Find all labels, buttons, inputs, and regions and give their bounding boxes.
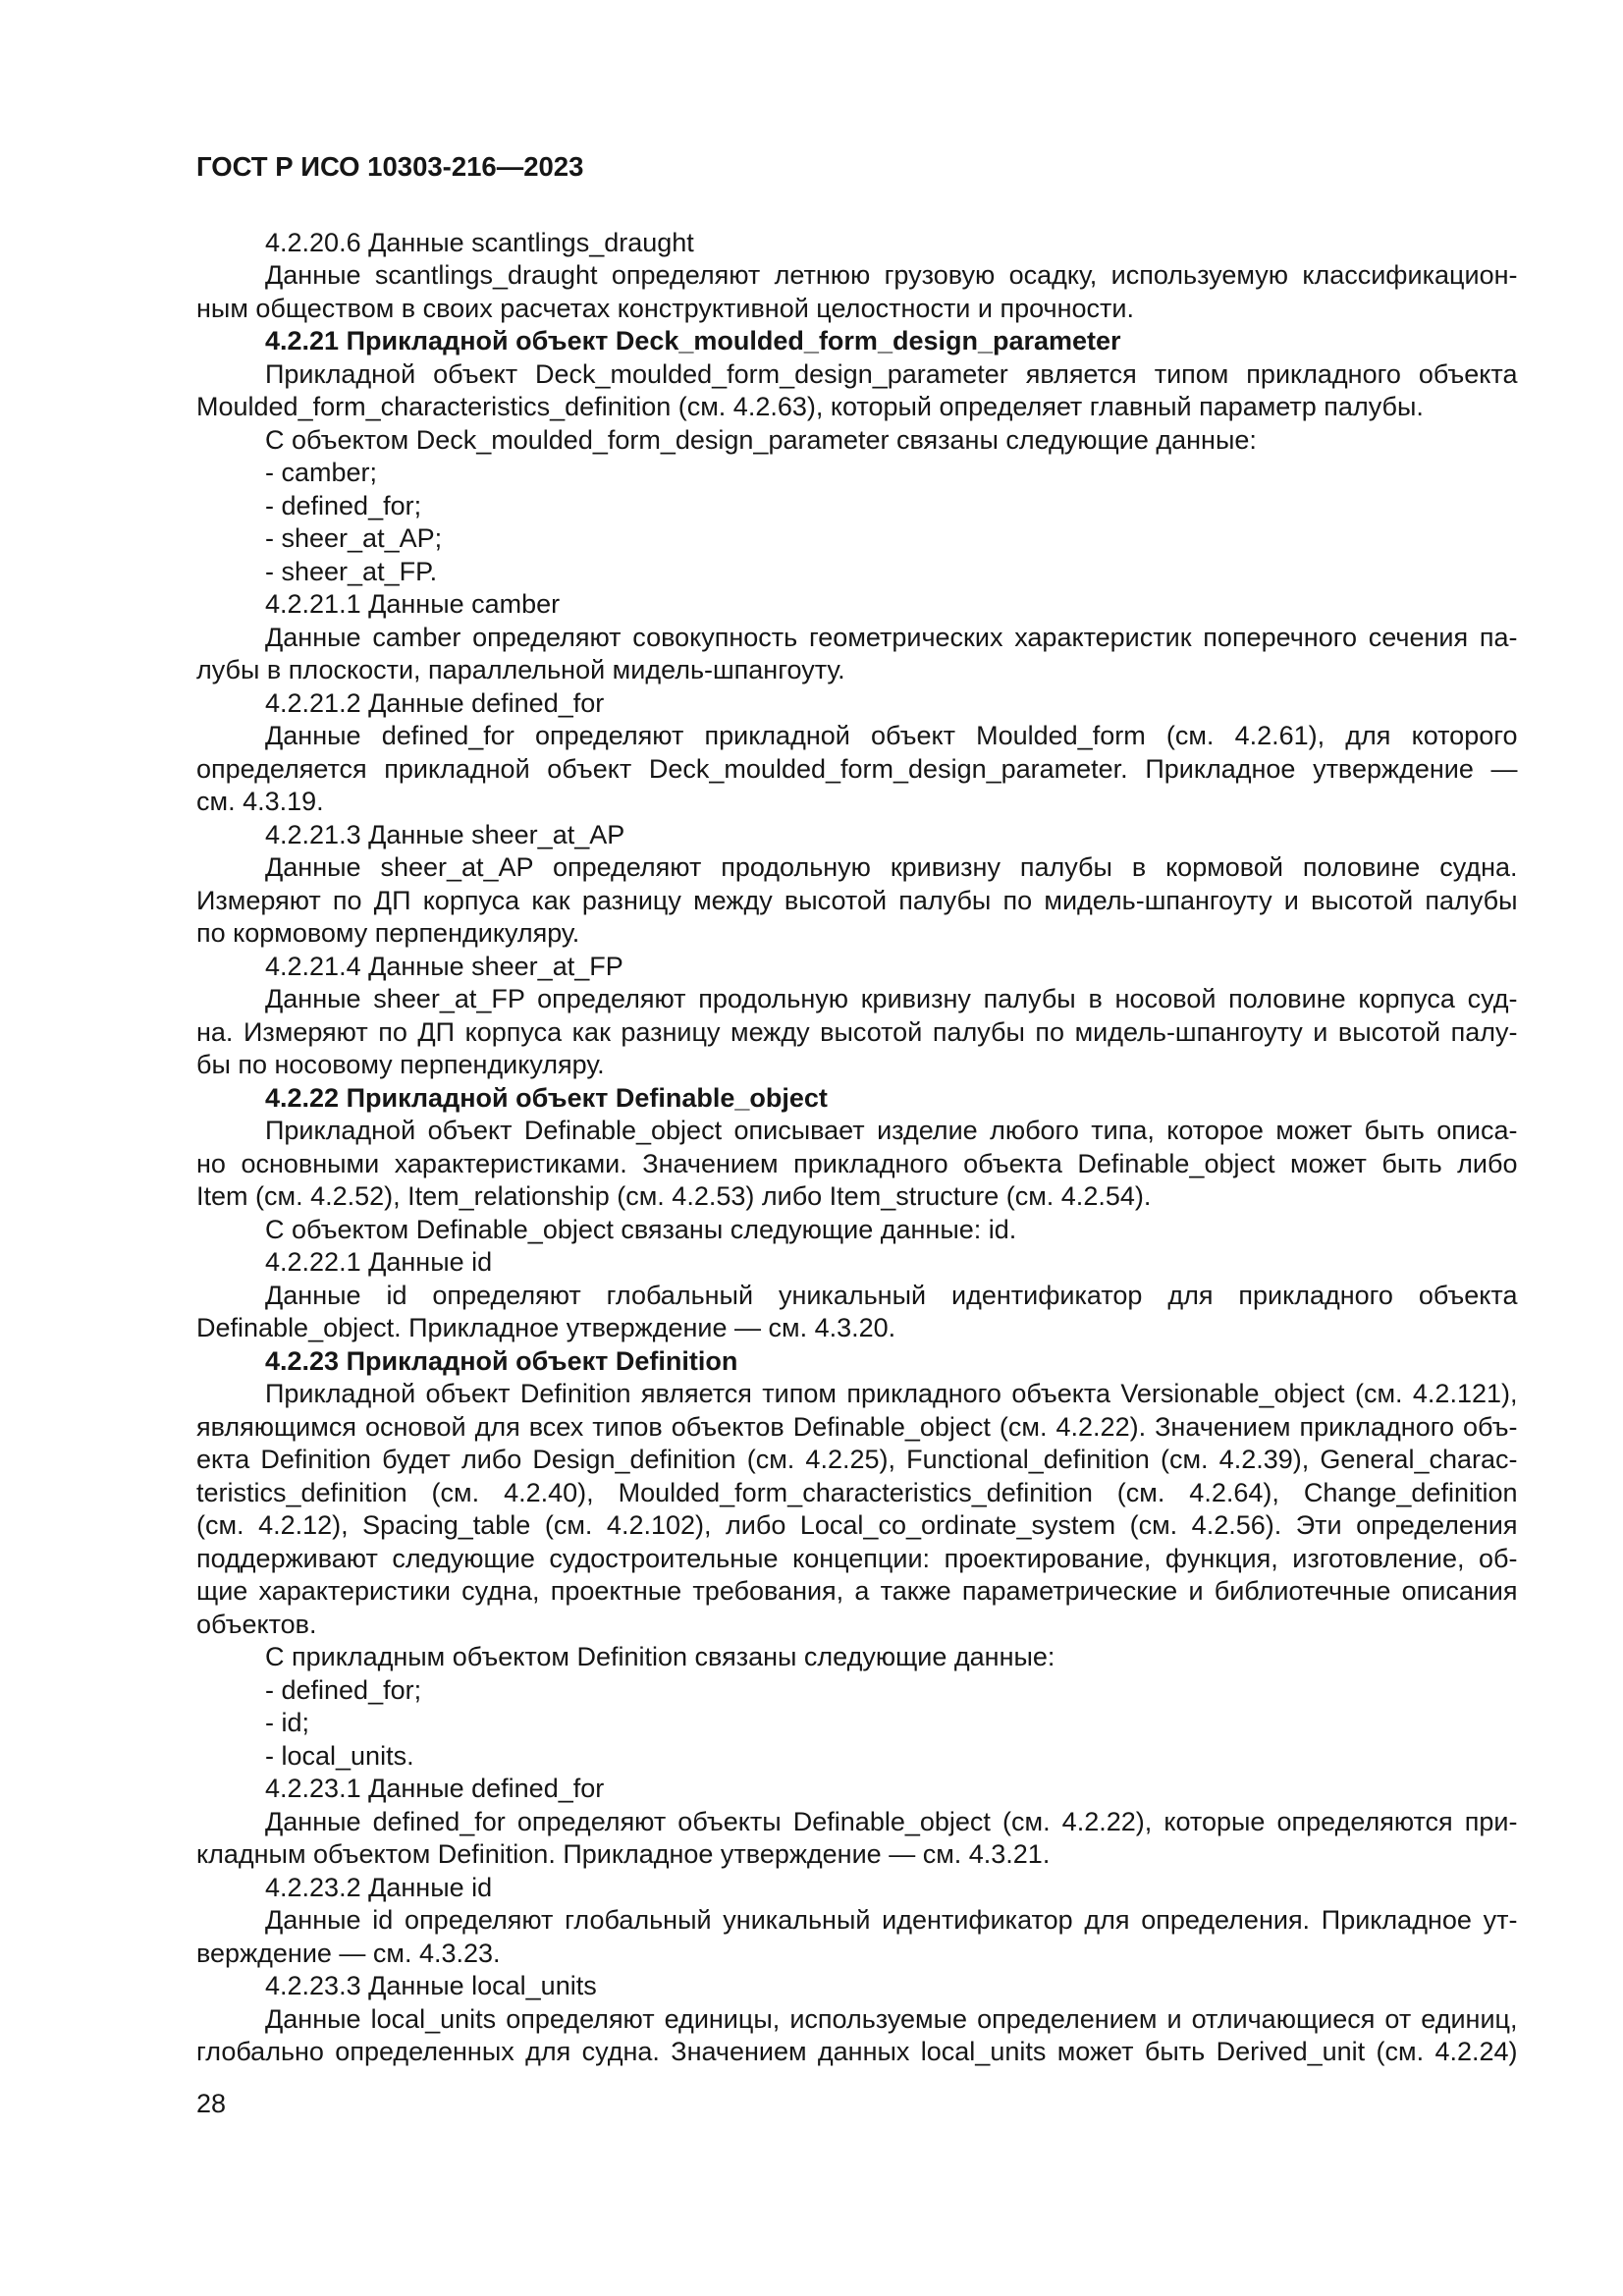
text-line [196, 1575, 1518, 1609]
text-line [265, 1378, 1518, 1411]
paragraph [196, 1773, 1518, 1806]
text-line [265, 259, 1518, 293]
text-line-content: 4.2.23 Прикладной объект Definition [265, 1345, 738, 1376]
text-line [265, 1740, 1518, 1774]
text-line [265, 588, 1518, 622]
text-line-content: Данные local_units определяют единицы, используемые определением и отличающиеся от единиц, [265, 2003, 1518, 2034]
text-line [196, 786, 1518, 819]
text-line [265, 1115, 1518, 1148]
text-line-content: Данные scantlings_draught определяют летнюю грузовую осадку, используемую классификацион- [265, 260, 1518, 291]
text-line-content: бы по носовому перпендикуляру. [196, 1050, 605, 1080]
paragraph [196, 1280, 1518, 1345]
text-line [196, 1509, 1518, 1543]
text-line [196, 1609, 1518, 1642]
paragraph [196, 951, 1518, 984]
text-line-content: - camber; [265, 458, 378, 488]
text-line-content: Item (см. 4.2.52), Item_relationship (см. 4.2.53) либо Item_structure (см. 4.2.54). [196, 1181, 1152, 1212]
text-line [265, 1674, 1518, 1708]
text-line-content: (см. 4.2.12), Spacing_table (см. 4.2.102), либо Local_co_ordinate_system (см. 4.2.56). Эти определения [196, 1510, 1518, 1541]
paragraph [196, 851, 1518, 951]
text-line-content: - local_units. [265, 1740, 414, 1771]
text-line [196, 1411, 1518, 1445]
text-line [196, 1180, 1518, 1214]
text-line [265, 556, 1518, 589]
text-line-content: определяется прикладной объект Deck_moulded_form_design_parameter. Прикладное утверждение — [196, 753, 1518, 784]
text-line [265, 424, 1518, 458]
text-line-content: 4.2.21 Прикладной объект Deck_moulded_form_design_parameter [265, 326, 1121, 356]
paragraph [196, 358, 1518, 424]
text-line-content: Definable_object. Прикладное утверждение — см. 4.3.20. [196, 1313, 896, 1343]
text-line [265, 2003, 1518, 2037]
text-line-content: 4.2.23.3 Данные local_units [265, 1971, 597, 2001]
paragraph [196, 1641, 1518, 1674]
text-line [196, 1938, 1518, 1971]
text-line-content: объектов. [196, 1609, 317, 1639]
text-line-content: по кормовому перпендикуляру. [196, 918, 580, 949]
text-line-content: teristics_definition (см. 4.2.40), Moulded_form_characteristics_definition (см. 4.2.64), Change_definition [196, 1477, 1518, 1507]
page-number: 28 [196, 2089, 227, 2118]
text-line [196, 2036, 1518, 2069]
text-line [265, 1707, 1518, 1740]
text-line [196, 391, 1518, 424]
text-line-content: Данные id определяют глобальный уникальный идентификатор для прикладного объекта [265, 1280, 1518, 1310]
paragraph [196, 1378, 1518, 1641]
paragraph [196, 522, 1518, 556]
text-line-content: на. Измеряют по ДП корпуса как разницу между высотой палубы по мидель-шпангоуту и высотой палу- [196, 1016, 1518, 1047]
paragraph [196, 720, 1518, 819]
paragraph [196, 490, 1518, 523]
paragraph [196, 457, 1518, 490]
text-line [265, 1214, 1518, 1247]
text-line [265, 951, 1518, 984]
text-line [265, 490, 1518, 523]
text-line [265, 1970, 1518, 2003]
text-line [265, 1641, 1518, 1674]
text-line [196, 885, 1518, 918]
paragraph [196, 227, 1518, 260]
text-line [265, 457, 1518, 490]
text-line-content: 4.2.21.4 Данные sheer_at_FP [265, 951, 623, 981]
paragraph [196, 622, 1518, 687]
paragraph [196, 1246, 1518, 1280]
text-line [265, 227, 1518, 260]
text-line [265, 1773, 1518, 1806]
text-line [196, 1312, 1518, 1345]
text-line-content: являющимся основой для всех типов объектов Definable_object (см. 4.2.22). Значением прикладного объ- [196, 1411, 1518, 1442]
text-line-content: щие характеристики судна, проектные требования, а также параметрические и библиотечные описания [196, 1576, 1518, 1607]
paragraph [196, 983, 1518, 1082]
text-line-content: верждение — см. 4.3.23. [196, 1938, 501, 1968]
text-line [196, 1049, 1518, 1082]
text-line [265, 720, 1518, 753]
text-line-content: 4.2.23.2 Данные id [265, 1872, 493, 1902]
text-line [196, 753, 1518, 787]
text-line-content: но основными характеристиками. Значением прикладного объекта Definable_object может быть либо [196, 1148, 1518, 1178]
section-heading [196, 325, 1518, 358]
text-line-content: 4.2.22 Прикладной объект Definable_object [265, 1082, 828, 1113]
text-line [265, 358, 1518, 392]
document-body [196, 227, 1518, 2069]
text-line-content: С объектом Definable_object связаны следующие данные: id. [265, 1214, 1017, 1244]
paragraph [196, 259, 1518, 325]
text-line-content: Прикладной объект Deck_moulded_form_design_parameter является типом прикладного объекта [265, 358, 1518, 389]
text-line-content: см. 4.3.19. [196, 787, 324, 817]
text-line-content: кладным объектом Definition. Прикладное утверждение — см. 4.3.21. [196, 1839, 1051, 1870]
paragraph [196, 588, 1518, 622]
text-line-content: Данные defined_for определяют прикладной объект Moulded_form (см. 4.2.61), для которого [265, 721, 1518, 751]
text-line [265, 1082, 1518, 1116]
section-heading [196, 1345, 1518, 1379]
text-line-content: - id; [265, 1708, 310, 1738]
text-line-content: лубы в плоскости, параллельной мидель-шпангоуту. [196, 655, 845, 685]
text-line-content: Измеряют по ДП корпуса как разницу между высотой палубы по мидель-шпангоуту и высотой палубы [196, 885, 1518, 915]
text-line-content: екта Definition будет либо Design_definition (см. 4.2.25), Functional_definition (см. 4.2.39), General_charac- [196, 1445, 1518, 1475]
text-line [265, 522, 1518, 556]
text-line-content: С прикладным объектом Definition связаны следующие данные: [265, 1642, 1055, 1672]
paragraph [196, 1115, 1518, 1214]
text-line-content: С объектом Deck_moulded_form_design_parameter связаны следующие данные: [265, 424, 1257, 455]
text-line-content: 4.2.21.1 Данные camber [265, 589, 561, 620]
text-line [196, 917, 1518, 951]
text-line-content: 4.2.22.1 Данные id [265, 1247, 493, 1278]
paragraph [196, 1806, 1518, 1872]
text-line-content: Данные defined_for определяют объекты Definable_object (см. 4.2.22), которые определяются при- [265, 1806, 1518, 1836]
paragraph [196, 1904, 1518, 1970]
text-line-content: - defined_for; [265, 1674, 422, 1705]
text-line [265, 325, 1518, 358]
document-standard-id: ГОСТ Р ИСО 10303-216—2023 [196, 151, 584, 182]
paragraph [196, 687, 1518, 721]
text-line [265, 1872, 1518, 1905]
text-line-content: 4.2.21.2 Данные defined_for [265, 687, 605, 718]
paragraph [196, 424, 1518, 458]
text-line-content: Данные id определяют глобальный уникальный идентификатор для определения. Прикладное ут- [265, 1905, 1518, 1936]
paragraph [196, 1970, 1518, 2003]
text-line-content: Данные sheer_at_FP определяют продольную кривизну палубы в носовой половине корпуса суд- [265, 984, 1518, 1014]
text-line [196, 1543, 1518, 1576]
text-line [196, 1477, 1518, 1510]
paragraph [196, 1740, 1518, 1774]
text-line [265, 1806, 1518, 1839]
text-line-content: 4.2.21.3 Данные sheer_at_AP [265, 819, 625, 849]
text-line-content: Moulded_form_characteristics_definition (см. 4.2.63), который определяет главный параметр палубы. [196, 392, 1424, 422]
text-line [265, 1280, 1518, 1313]
section-heading [196, 1082, 1518, 1116]
text-line [265, 1246, 1518, 1280]
text-line-content: 4.2.20.6 Данные scantlings_draught [265, 227, 694, 257]
paragraph [196, 556, 1518, 589]
text-line [265, 851, 1518, 885]
text-line-content: Данные camber определяют совокупность геометрических характеристик поперечного сечения па- [265, 622, 1518, 652]
paragraph [196, 2003, 1518, 2069]
text-line-content: ным обществом в своих расчетах конструктивной целостности и прочности. [196, 293, 1134, 323]
text-line-content: 4.2.23.1 Данные defined_for [265, 1774, 605, 1804]
text-line [265, 622, 1518, 655]
paragraph [196, 1872, 1518, 1905]
text-line [196, 1444, 1518, 1477]
paragraph [196, 1707, 1518, 1740]
text-line [196, 293, 1518, 326]
text-line [196, 1838, 1518, 1872]
text-line-content: - sheer_at_AP; [265, 523, 443, 554]
text-line [265, 1904, 1518, 1938]
paragraph [196, 819, 1518, 852]
text-line [265, 819, 1518, 852]
text-line-content: - sheer_at_FP. [265, 556, 438, 586]
text-line [265, 687, 1518, 721]
text-line [265, 983, 1518, 1016]
text-line [265, 1345, 1518, 1379]
text-line [196, 1016, 1518, 1050]
text-line-content: - defined_for; [265, 490, 422, 520]
text-line-content: Данные sheer_at_AP определяют продольную кривизну палубы в кормовой половине судна. [265, 852, 1518, 883]
paragraph [196, 1674, 1518, 1708]
text-line-content: Прикладной объект Definition является типом прикладного объекта Versionable_object (см. 4.2.121), [265, 1379, 1518, 1409]
text-line-content: поддерживают следующие судостроительные концепции: проектирование, функция, изготовление, об- [196, 1543, 1518, 1573]
text-line-content: глобально определенных для судна. Значением данных local_units может быть Derived_unit (см. 4.2.24) [196, 2037, 1518, 2067]
text-line [196, 1148, 1518, 1181]
paragraph [196, 1214, 1518, 1247]
text-line-content: Прикладной объект Definable_object описывает изделие любого типа, которое может быть описа- [265, 1116, 1518, 1146]
text-line [196, 654, 1518, 687]
